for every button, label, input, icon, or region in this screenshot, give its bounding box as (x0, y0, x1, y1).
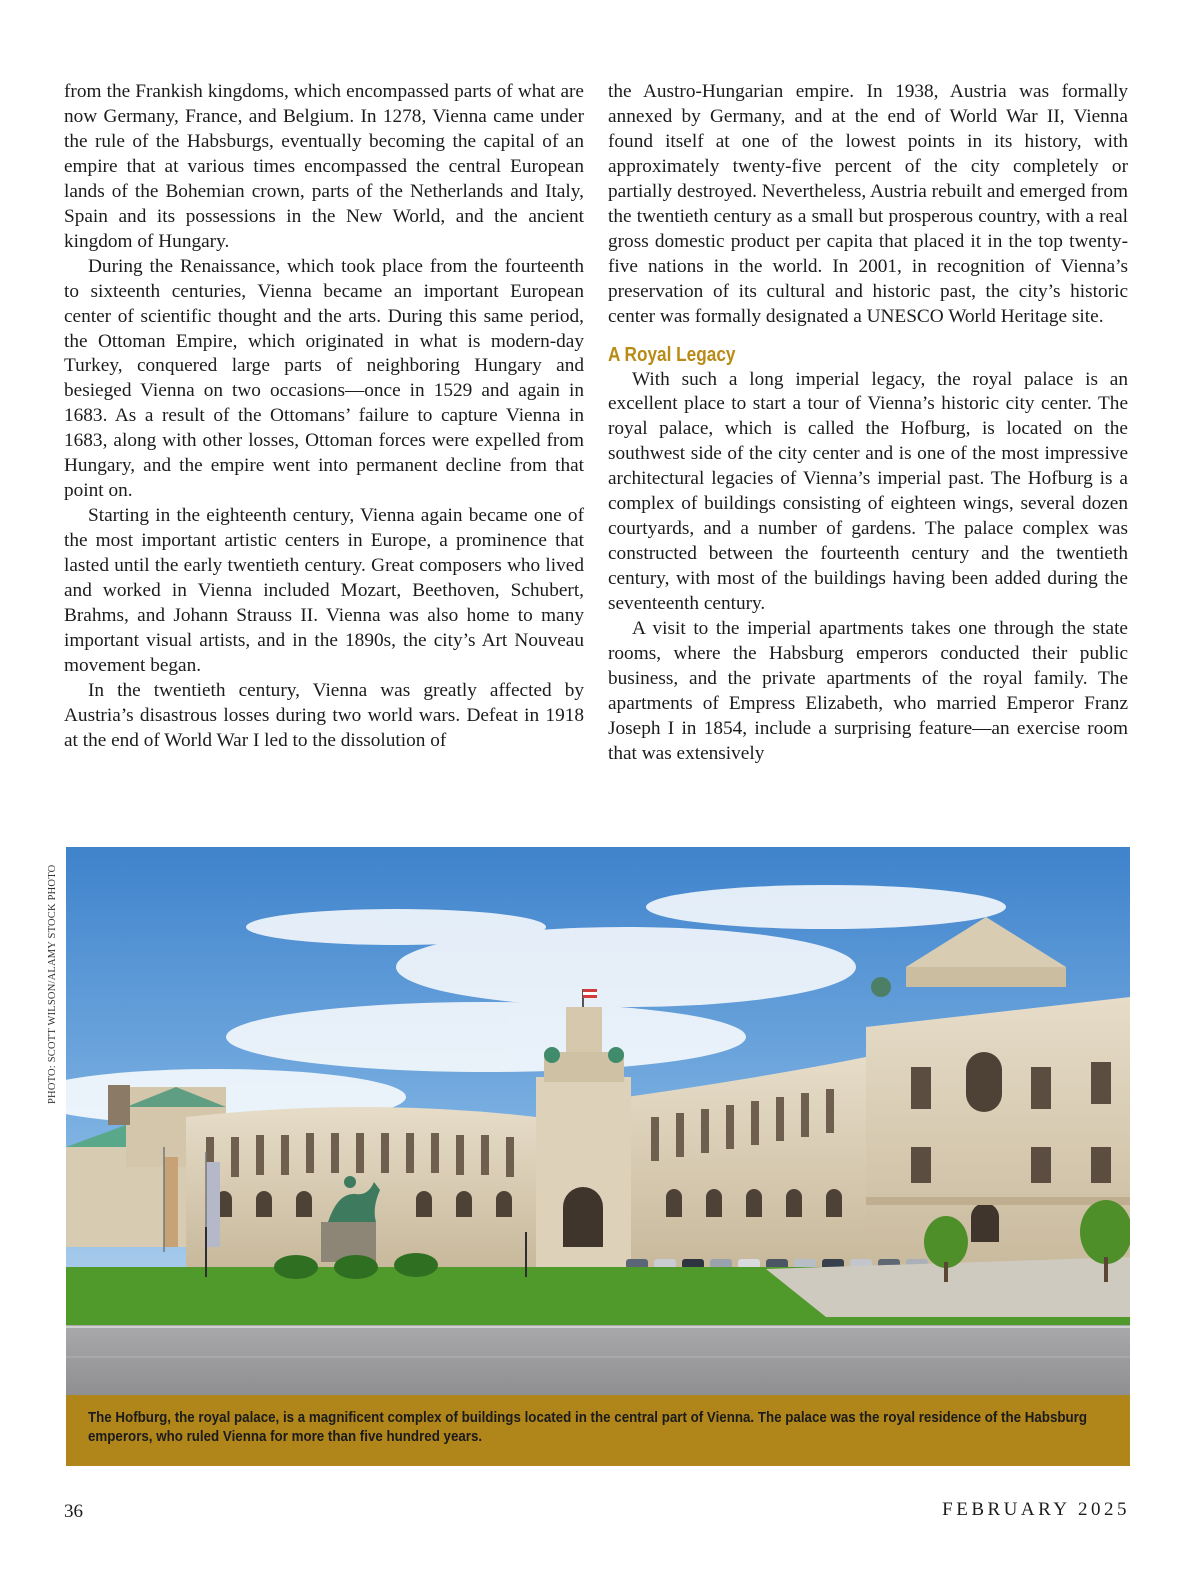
paragraph: With such a long imperial legacy, the royal palace is an excellent place to start a tour of Vienna’s historic city center. The royal palace, which is called the Hofburg, is located on the southwest side of the city center and is one of the most impressive architectural legacies of Vienna’s imperial past. The Hofburg is a complex of buildings consisting of eighteen wings, several dozen courtyards, and a number of gardens. The palace complex was constructed between the fourteenth century and the twentieth century, with most of the buildings having been added during the seventeenth century. (608, 368, 1128, 615)
paragraph: A visit to the imperial apartments takes one through the state rooms, where the Habsburg emperors conducted their public business, and the private apartments of the royal family. The apartments of Empress Elizabeth, who married Emperor Franz Joseph I in 1854, include a surprising feature—an exercise room that was extensively (608, 618, 1128, 764)
left-text-column (64, 80, 584, 754)
paragraph: In the twentieth century, Vienna was greatly affected by Austria’s disastrous losses during two world wars. Defeat in 1918 at the end of World War I led to the dissolution of (64, 679, 584, 751)
hofburg-illustration (66, 847, 1130, 1395)
page-number: 36 (64, 1501, 83, 1522)
hofburg-photo (66, 847, 1130, 1395)
photo-credit-text: PHOTO: SCOTT WILSON/ALAMY STOCK PHOTO (47, 864, 58, 1104)
issue-date: FEBRUARY 2025 (942, 1499, 1130, 1520)
hedges (274, 1253, 438, 1279)
photo-credit (46, 848, 66, 1104)
photo-caption (66, 1395, 1130, 1466)
paragraph: the Austro-Hungarian empire. In 1938, Austria was formally annexed by Germany, and at the end of World War II, Vienna found itself at one of the lowest points in its history, with approximately twenty-five percent of the city completely or partially destroyed. Nevertheless, Austria rebuilt and emerged from the twentieth century as a small but prosperous country, with a real gross domestic product per capita that placed it in the top twenty-five nations in the world. In 2001, in recognition of Vienna’s preservation of its cultural and historic past, the city’s historic center was formally designated a UNESCO World Heritage site. (608, 81, 1128, 327)
photo-caption-text: The Hofburg, the royal palace, is a magnificent complex of buildings located in the central part of Vienna. The palace was the royal residence of the Habsburg emperors, who ruled Vienna for more than five hundred years. (88, 1410, 1088, 1445)
road (66, 1325, 1130, 1395)
paragraph: Starting in the eighteenth century, Vienna again became one of the most important artistic centers in Europe, a prominence that lasted until the early twentieth century. Great composers who lived and worked in Vienna included Mozart, Beethoven, Schubert, Brahms, and Johann Strauss II. Vienna was also home to many important visual artists, and in the 1890s, the city’s Art Nouveau movement began. (64, 505, 584, 676)
paragraph: During the Renaissance, which took place from the fourteenth to sixteenth centuries, Vienna became an important European center of scientific thought and the arts. During this same period, the Ottoman Empire, which originated in what is modern-day Turkey, conquered large parts of neighboring Hungary and besieged Vienna on two occasions—once in 1529 and again in 1683. As a result of the Ottomans’ failure to capture Vienna in 1683, along with other losses, Ottoman forces were expelled from Hungary, and the empire went into permanent decline from that point on. (64, 255, 584, 502)
paragraph: from the Frankish kingdoms, which encompassed parts of what are now Germany, France, and Belgium. In 1278, Vienna came under the rule of the Habsburgs, eventually becoming the capital of an empire that at various times encompassed the central European lands of the Bohemian crown, parts of the Netherlands and Italy, Spain and its possessions in the New World, and the ancient kingdom of Hungary. (64, 81, 584, 252)
section-heading: A Royal Legacy (608, 343, 736, 366)
right-text-column (608, 80, 1128, 767)
